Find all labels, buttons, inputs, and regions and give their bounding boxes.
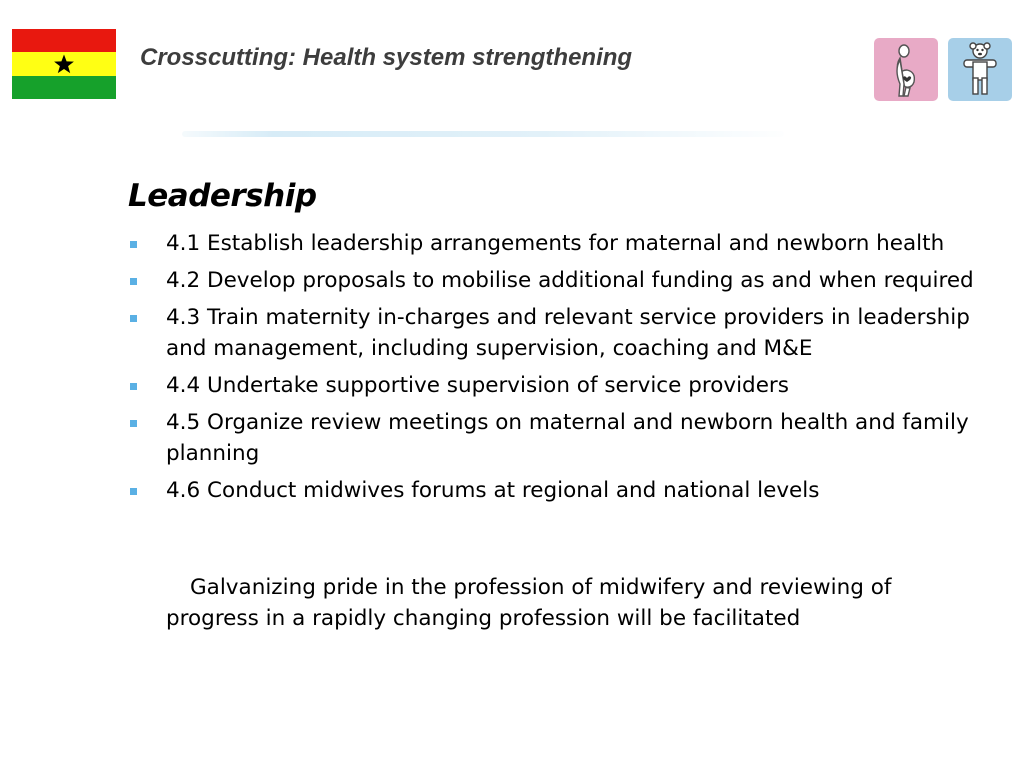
bullet-square-icon <box>130 420 137 427</box>
list-item <box>128 265 988 296</box>
list-item <box>128 475 988 506</box>
header-divider <box>182 131 784 137</box>
bullet-square-icon <box>130 241 137 248</box>
bullet-square-icon <box>130 383 137 390</box>
list-item-text: 4.4 Undertake supportive supervision of service providers <box>166 373 789 398</box>
bullet-square-icon <box>130 278 137 285</box>
child-with-teddy-icon <box>948 38 1012 101</box>
bullet-square-icon <box>130 488 137 495</box>
list-item <box>128 370 988 401</box>
followup-note: Galvanizing pride in the profession of midwifery and reviewing of progress in a rapidly changing profession will be facilitated <box>166 575 892 631</box>
list-item-text: 4.1 Establish leadership arrangements for maternal and newborn health <box>166 231 945 256</box>
list-item-text: 4.5 Organize review meetings on maternal and newborn health and family planning <box>166 410 969 466</box>
bullet-list <box>128 228 988 512</box>
page-title: Crosscutting: Health system strengthening <box>140 44 633 71</box>
black-star-icon <box>12 29 116 99</box>
list-item-text: 4.6 Conduct midwives forums at regional and national levels <box>166 478 820 503</box>
ghana-flag-icon <box>12 29 116 99</box>
list-item-text: 4.3 Train maternity in-charges and relevant service providers in leadership and management, including supervision, coaching and M&E <box>166 305 970 361</box>
list-item-text: 4.2 Develop proposals to mobilise additional funding as and when required <box>166 268 974 293</box>
pregnant-woman-icon <box>874 38 938 101</box>
list-item <box>128 407 988 469</box>
section-heading: Leadership <box>128 178 317 214</box>
bullet-square-icon <box>130 315 137 322</box>
list-item <box>128 228 988 259</box>
list-item <box>128 302 988 364</box>
